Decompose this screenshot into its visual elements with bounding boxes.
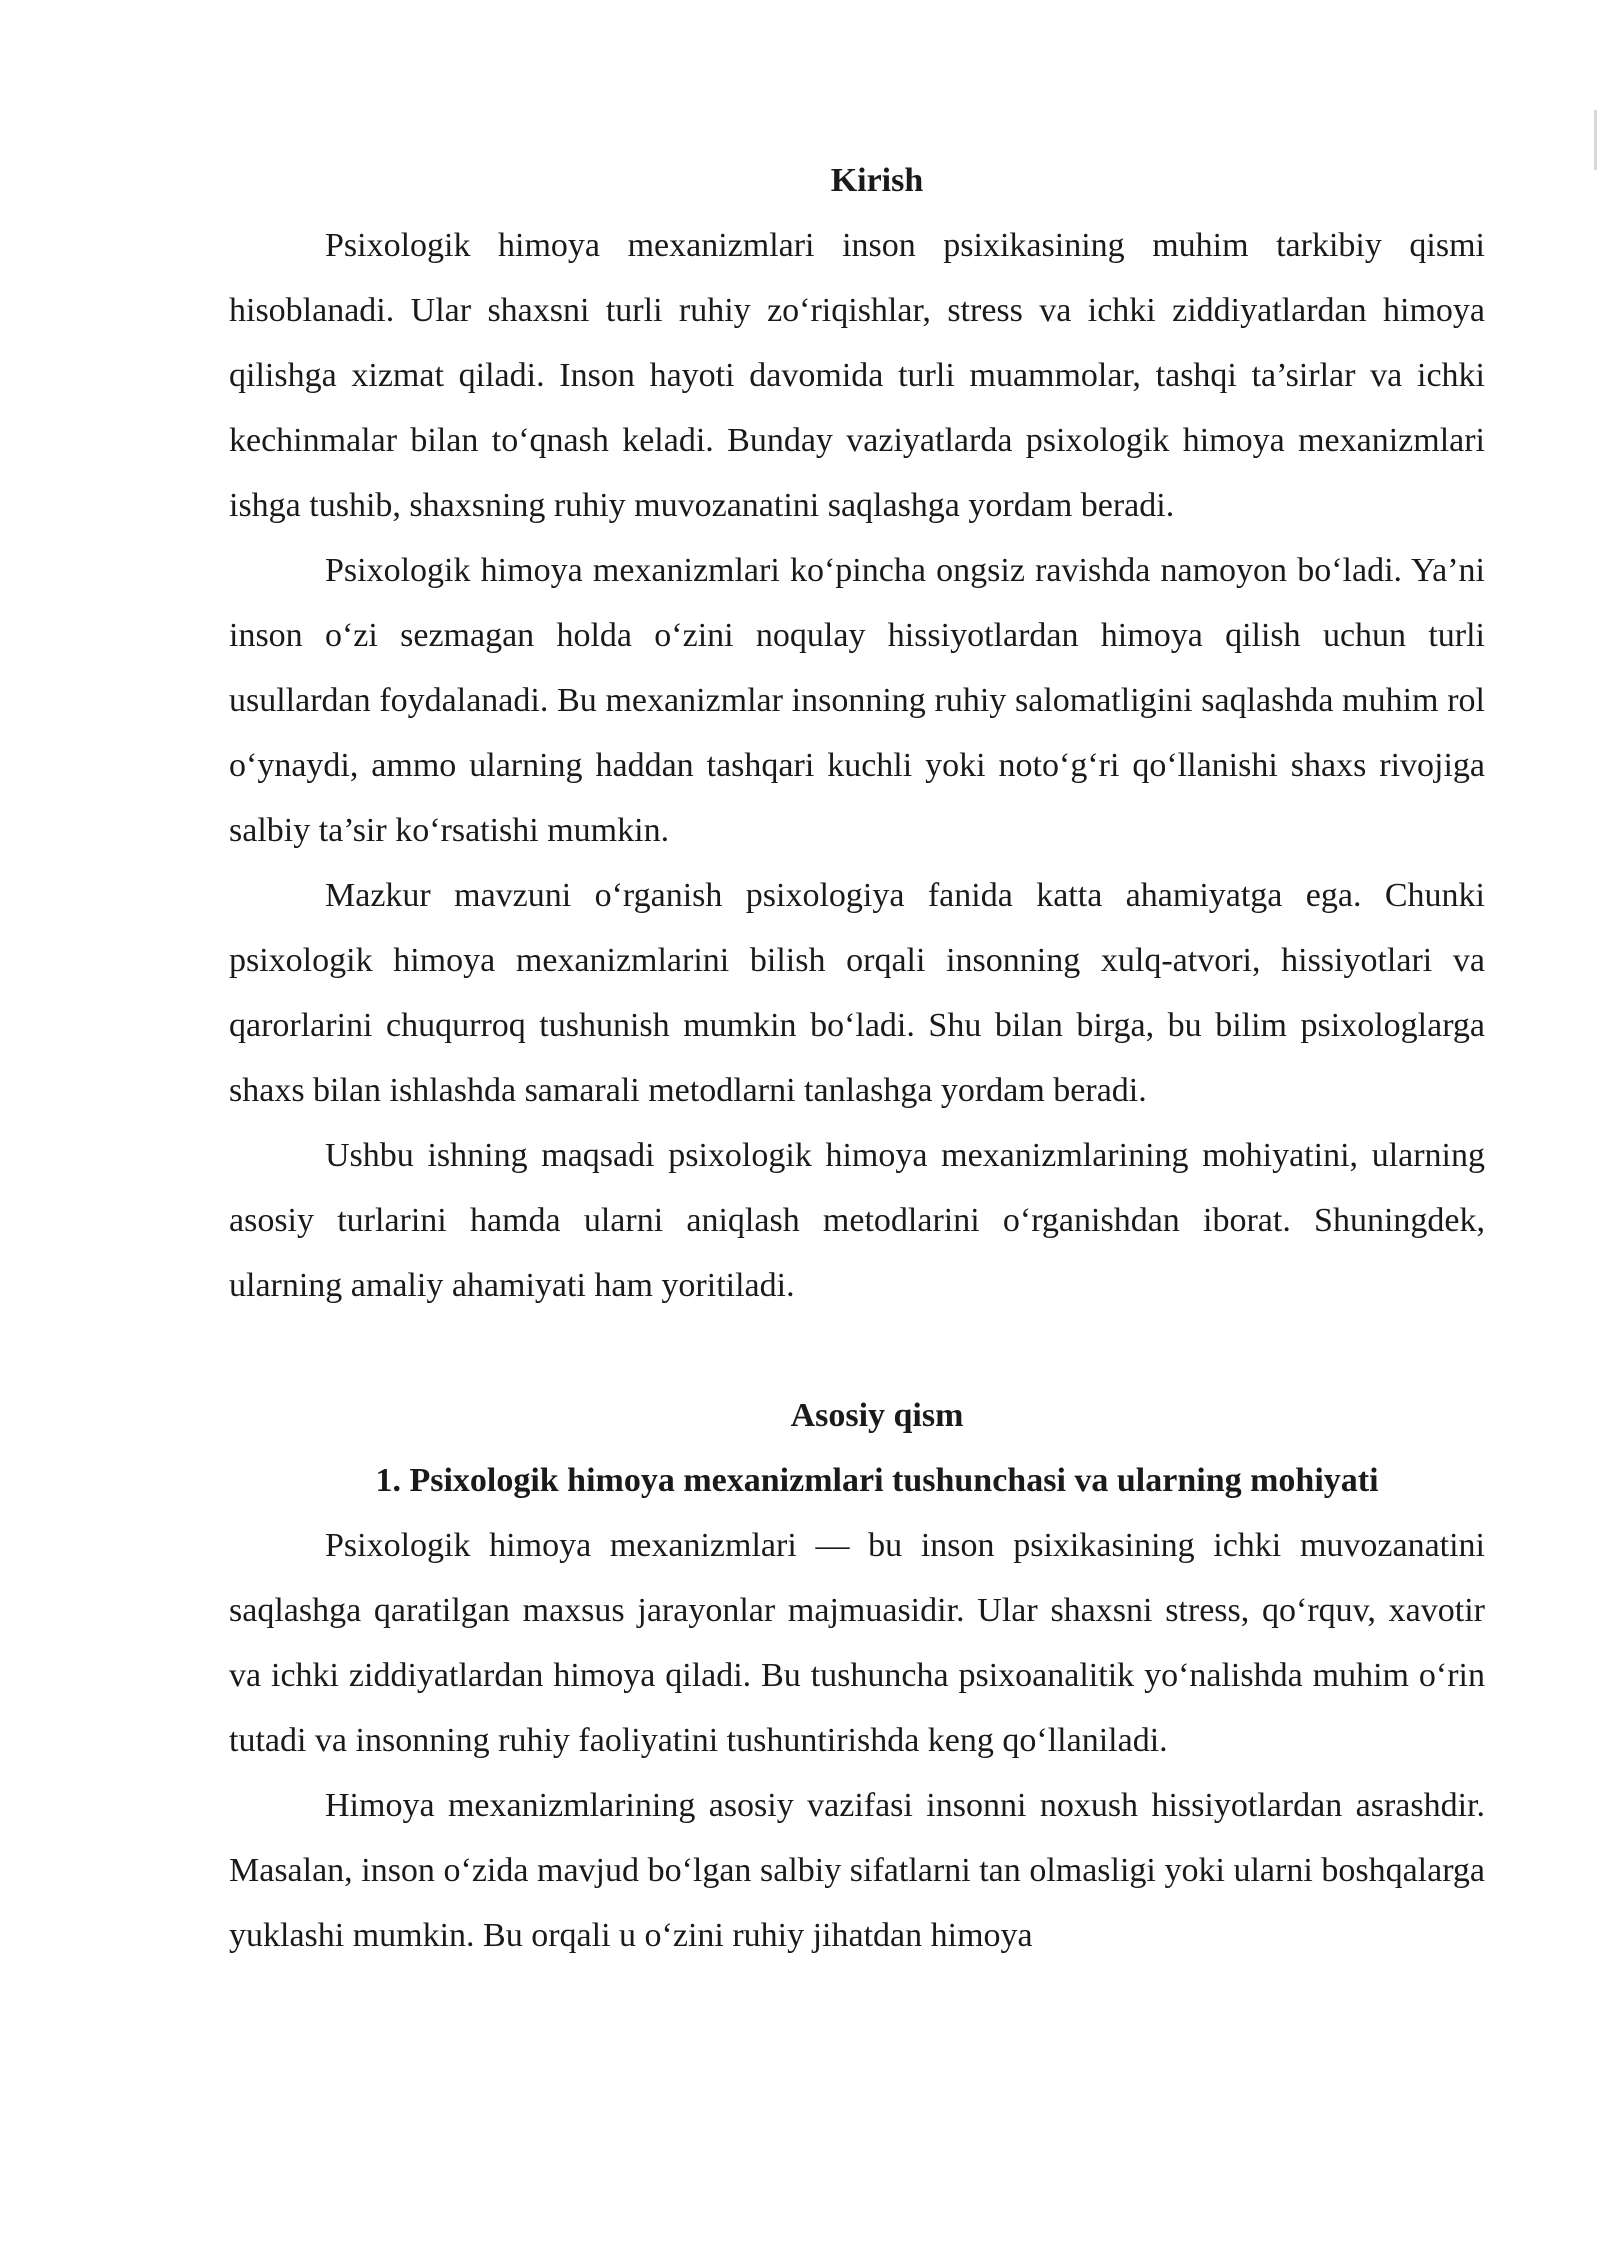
intro-paragraph-1: Psixologik himoya mexanizmlari inson psixikasining muhim tarkibiy qismi hisoblanadi. Ular shaxsni turli ruhiy zo‘riqishlar, stress va ichki ziddiyatlardan himoya qilishga xizmat qiladi. Inson hayoti davomida turli muammolar, tashqi ta’sirlar va ichki kechinmalar bilan to‘qnash keladi. Bunday vaziyatlarda psixologik himoya mexanizmlari ishga tushib, shaxsning ruhiy muvozanatini saqlashga yordam beradi. [229, 227, 1485, 524]
intro-heading: Kirish [830, 162, 924, 199]
subsection-heading: 1. Psixologik himoya mexanizmlari tushunchasi va ularning mohiyati [375, 1462, 1379, 1499]
page-edge-mark [1594, 110, 1597, 170]
intro-paragraph-2: Psixologik himoya mexanizmlari ko‘pincha ongsiz ravishda namoyon bo‘ladi. Ya’ni inson o‘zi sezmagan holda o‘zini noqulay hissiyotlardan himoya qilish uchun turli usullardan foydalanadi. Bu mexanizmlar insonning ruhiy salomatligini saqlashda muhim rol o‘ynaydi, ammo ularning haddan tashqari kuchli yoki noto‘g‘ri qo‘llanishi shaxs rivojiga salbiy ta’sir ko‘rsatishi mumkin. [229, 552, 1485, 849]
main-paragraph-1: Psixologik himoya mexanizmlari — bu inson psixikasining ichki muvozanatini saqlashga qaratilgan maxsus jarayonlar majmuasidir. Ular shaxsni stress, qo‘rquv, xavotir va ichki ziddiyatlardan himoya qiladi. Bu tushuncha psixoanalitik yo‘nalishda muhim o‘rin tutadi va insonning ruhiy faoliyatini tushuntirishda keng qo‘llaniladi. [229, 1527, 1485, 1759]
intro-paragraph-4: Ushbu ishning maqsadi psixologik himoya mexanizmlarining mohiyatini, ularning asosiy turlarini hamda ularni aniqlash metodlarini o‘rganishdan iborat. Shuningdek, ularning amaliy ahamiyati ham yoritiladi. [229, 1137, 1485, 1304]
main-section-heading: Asosiy qism [790, 1397, 964, 1434]
intro-paragraph-3: Mazkur mavzuni o‘rganish psixologiya fanida katta ahamiyatga ega. Chunki psixologik himoya mexanizmlarini bilish orqali insonning xulq-atvori, hissiyotlari va qarorlarini chuqurroq tushunish mumkin bo‘ladi. Shu bilan birga, bu bilim psixologlarga shaxs bilan ishlashda samarali metodlarni tanlashga yordam beradi. [229, 877, 1485, 1109]
main-paragraph-2: Himoya mexanizmlarining asosiy vazifasi insonni noxush hissiyotlardan asrashdir. Masalan, inson o‘zida mavjud bo‘lgan salbiy sifatlarni tan olmasligi yoki ularni boshqalarga yuklashi mumkin. Bu orqali u o‘zini ruhiy jihatdan himoya [229, 1787, 1485, 1954]
document-page [229, 148, 1485, 1968]
